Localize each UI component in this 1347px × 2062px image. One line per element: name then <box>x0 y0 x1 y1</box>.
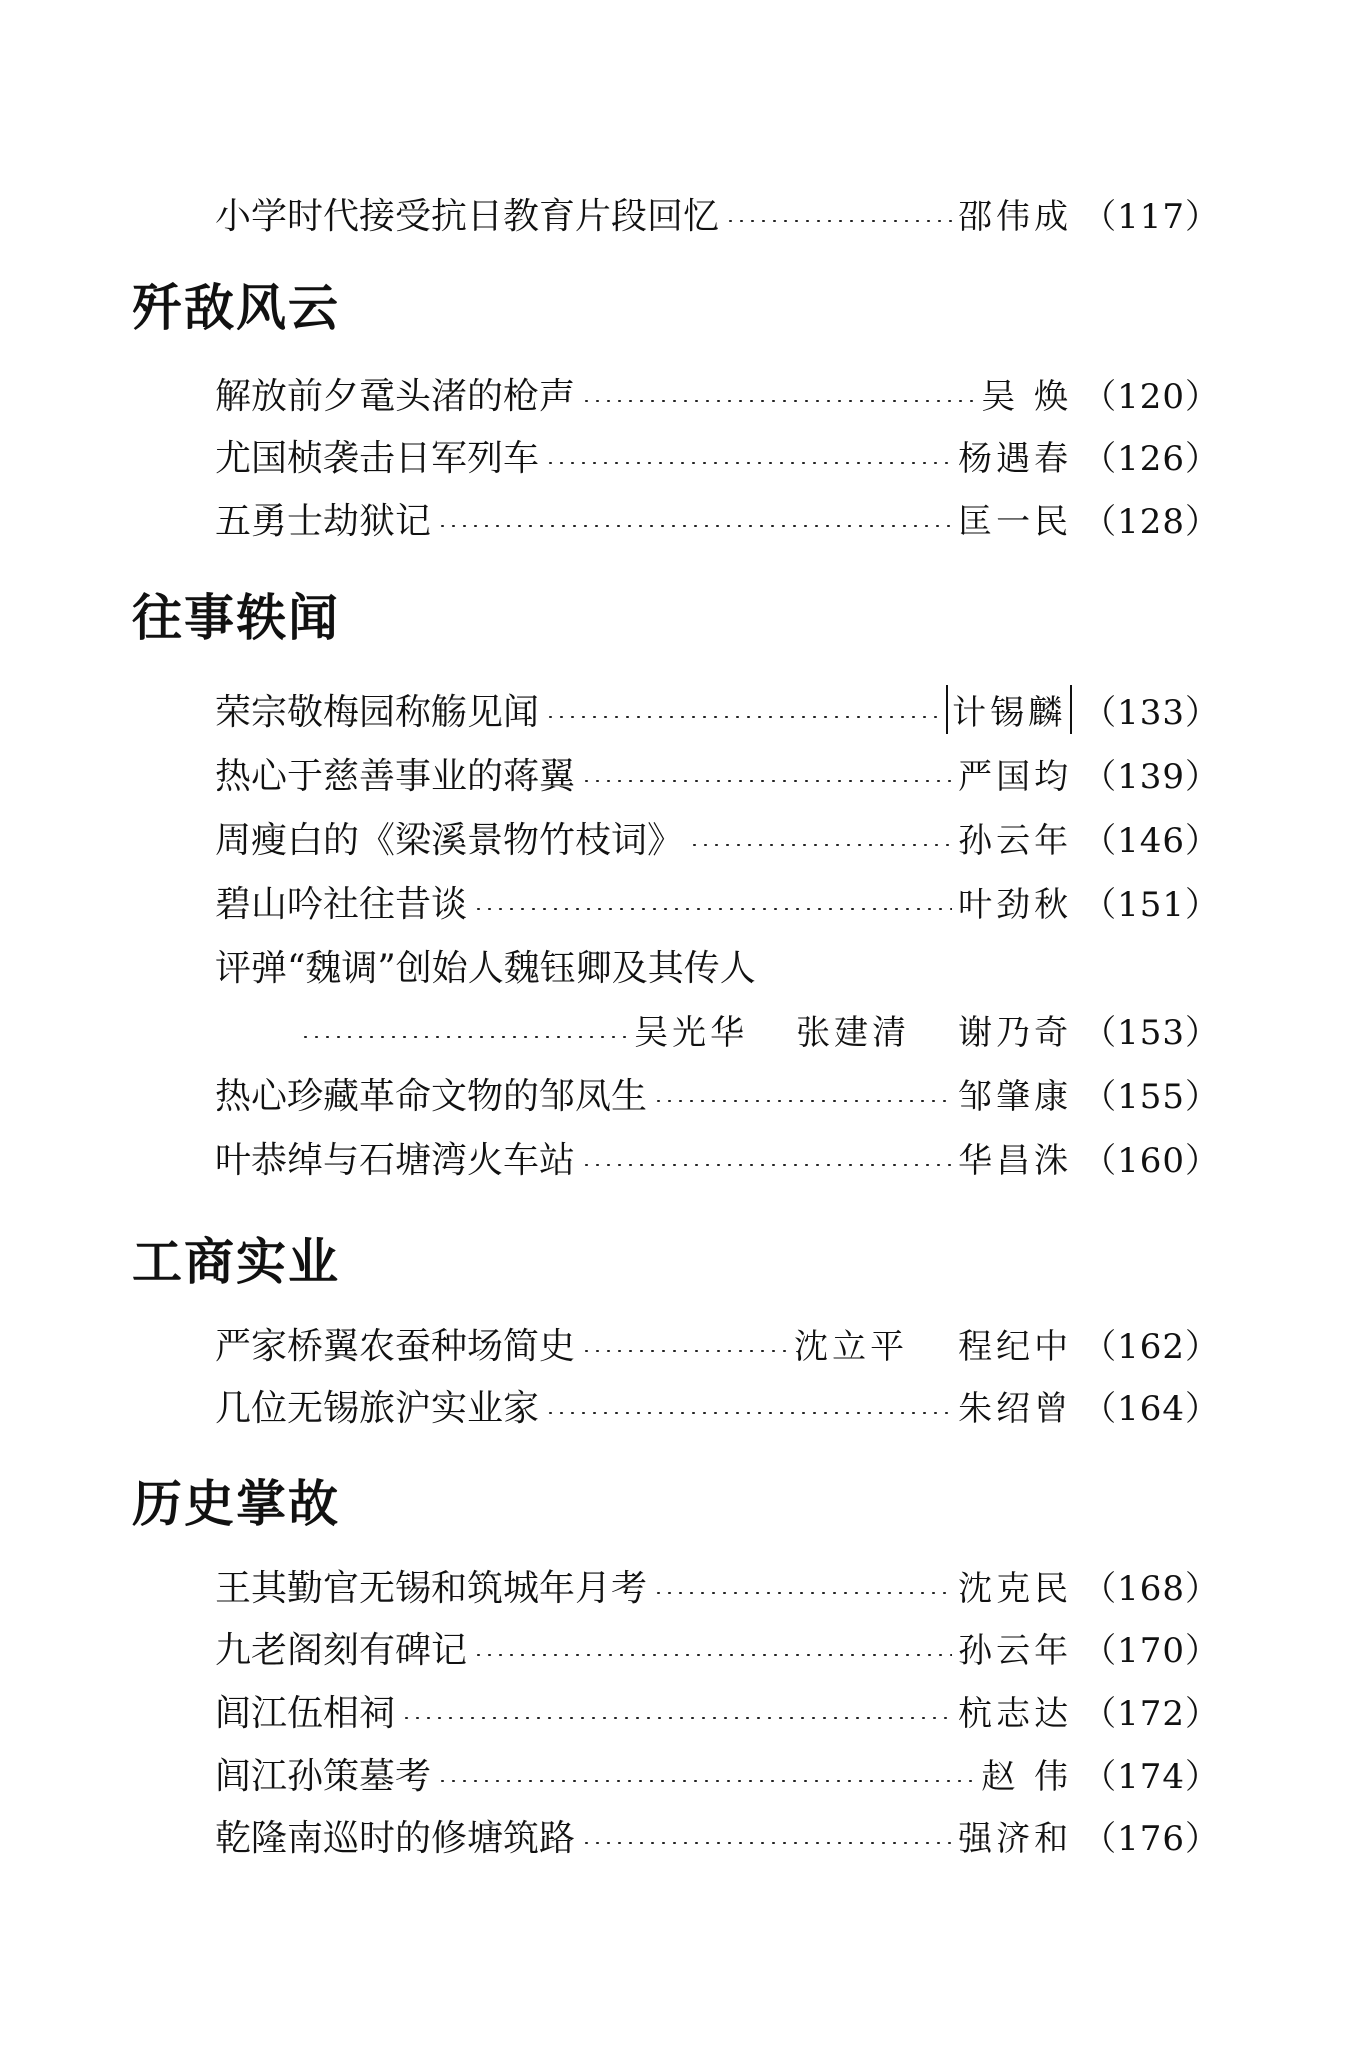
entry-page: （160） <box>1082 1140 1220 1181</box>
entry-page: （133） <box>1082 692 1220 733</box>
entry-title: 热心于慈善事业的蒋翼 <box>215 755 576 797</box>
dot-leader <box>653 1100 952 1102</box>
entry-page: （174） <box>1082 1756 1220 1797</box>
entry-page: （151） <box>1082 884 1220 925</box>
section-heading: 历史掌故 <box>132 1475 340 1533</box>
entry-author: 严国均 <box>958 756 1073 797</box>
entry-author: 匡一民 <box>958 501 1073 542</box>
entry-title: 五勇士劫狱记 <box>215 500 432 542</box>
toc-entry <box>215 1560 1220 1610</box>
entry-page: （146） <box>1082 820 1220 861</box>
entry-author: 杨遇春 <box>958 438 1073 479</box>
entry-author: 程纪中 <box>958 1326 1073 1367</box>
dot-leader <box>300 1036 628 1038</box>
dot-leader <box>581 1164 952 1166</box>
entry-page: （155） <box>1082 1076 1220 1117</box>
entry-author: 赵 伟 <box>981 1756 1073 1797</box>
dot-leader <box>437 525 952 527</box>
dot-leader <box>545 462 952 464</box>
toc-entry <box>215 1132 1220 1182</box>
toc-entry <box>215 812 1220 862</box>
entry-page: （120） <box>1082 376 1220 417</box>
entry-title: 小学时代接受抗日教育片段回忆 <box>215 195 720 237</box>
entry-author: 孙云年 <box>958 1630 1073 1671</box>
dot-leader <box>581 1350 788 1352</box>
toc-entry <box>215 1622 1220 1672</box>
entry-author: 谢乃奇 <box>958 1012 1073 1053</box>
entry-title: 解放前夕鼋头渚的枪声 <box>215 375 576 417</box>
toc-entry <box>215 368 1220 418</box>
entry-page: （128） <box>1082 501 1220 542</box>
entry-page: （164） <box>1082 1388 1220 1429</box>
entry-title: 荣宗敬梅园称觞见闻 <box>215 691 540 733</box>
toc-entry <box>215 748 1220 798</box>
entry-author: 邹肇康 <box>958 1076 1073 1117</box>
toc-entry <box>215 1685 1220 1735</box>
dot-leader <box>545 716 940 718</box>
toc-entry <box>215 1318 1220 1368</box>
toc-entry <box>215 1380 1220 1430</box>
section-heading: 工商实业 <box>132 1233 340 1291</box>
toc-entry-authors-line <box>300 1004 1220 1054</box>
toc-entry <box>215 430 1220 480</box>
dot-leader <box>581 400 975 402</box>
dot-leader <box>473 908 952 910</box>
dot-leader <box>581 780 952 782</box>
toc-entry <box>215 1068 1220 1118</box>
entry-page: （162） <box>1082 1326 1220 1367</box>
dot-leader <box>581 1842 952 1844</box>
entry-author: 孙云年 <box>958 820 1073 861</box>
toc-entry <box>215 188 1220 238</box>
toc-entry-title-line <box>215 940 756 990</box>
entry-author: 沈立平 <box>794 1326 909 1367</box>
entry-title: 闾江孙策墓考 <box>215 1755 432 1797</box>
entry-title: 闾江伍相祠 <box>215 1692 396 1734</box>
toc-entry <box>215 1748 1220 1798</box>
entry-author: 沈克民 <box>958 1568 1073 1609</box>
toc-entry <box>215 876 1220 926</box>
entry-author: 强济和 <box>958 1818 1073 1859</box>
entry-title: 严家桥翼农蚕种场简史 <box>215 1325 576 1367</box>
entry-author: 叶劲秋 <box>958 884 1073 925</box>
entry-page: （117） <box>1082 196 1220 237</box>
entry-page: （153） <box>1082 1012 1220 1053</box>
dot-leader <box>473 1654 952 1656</box>
entry-title: 周瘦白的《梁溪景物竹枝词》 <box>215 819 684 861</box>
toc-entry <box>215 1810 1220 1860</box>
entry-title: 碧山吟社往昔谈 <box>215 883 468 925</box>
entry-author: 邵伟成 <box>958 196 1073 237</box>
entry-author: 吴 焕 <box>981 376 1073 417</box>
dot-leader <box>653 1592 952 1594</box>
dot-leader <box>725 220 952 222</box>
entry-title: 评弹“魏调”创始人魏钰卿及其传人 <box>215 947 756 989</box>
entry-page: （139） <box>1082 756 1220 797</box>
toc-entry <box>215 493 1220 543</box>
entry-author: 吴光华 <box>634 1012 749 1053</box>
entry-title: 热心珍藏革命文物的邹凤生 <box>215 1075 648 1117</box>
entry-page: （170） <box>1082 1630 1220 1671</box>
entry-title: 几位无锡旅沪实业家 <box>215 1387 540 1429</box>
section-heading: 往事轶闻 <box>132 589 340 647</box>
dot-leader <box>401 1717 952 1719</box>
dot-leader <box>437 1780 975 1782</box>
section-heading: 歼敌风云 <box>132 279 340 337</box>
entry-author: 张建清 <box>796 1012 911 1053</box>
entry-author: 朱绍曾 <box>958 1388 1073 1429</box>
entry-author: 杭志达 <box>958 1693 1073 1734</box>
entry-title: 王其勤官无锡和筑城年月考 <box>215 1567 648 1609</box>
entry-author: 华昌洙 <box>958 1140 1073 1181</box>
toc-entry <box>215 684 1220 734</box>
entry-author: 计锡麟 <box>946 685 1072 734</box>
entry-title: 九老阁刻有碑记 <box>215 1629 468 1671</box>
entry-page: （126） <box>1082 438 1220 479</box>
entry-page: （168） <box>1082 1568 1220 1609</box>
entry-title: 乾隆南巡时的修塘筑路 <box>215 1817 576 1859</box>
entry-title: 尤国桢袭击日军列车 <box>215 437 540 479</box>
entry-page: （172） <box>1082 1693 1220 1734</box>
dot-leader <box>545 1412 952 1414</box>
dot-leader <box>689 844 952 846</box>
entry-title: 叶恭绰与石塘湾火车站 <box>215 1139 576 1181</box>
entry-page: （176） <box>1082 1818 1220 1859</box>
